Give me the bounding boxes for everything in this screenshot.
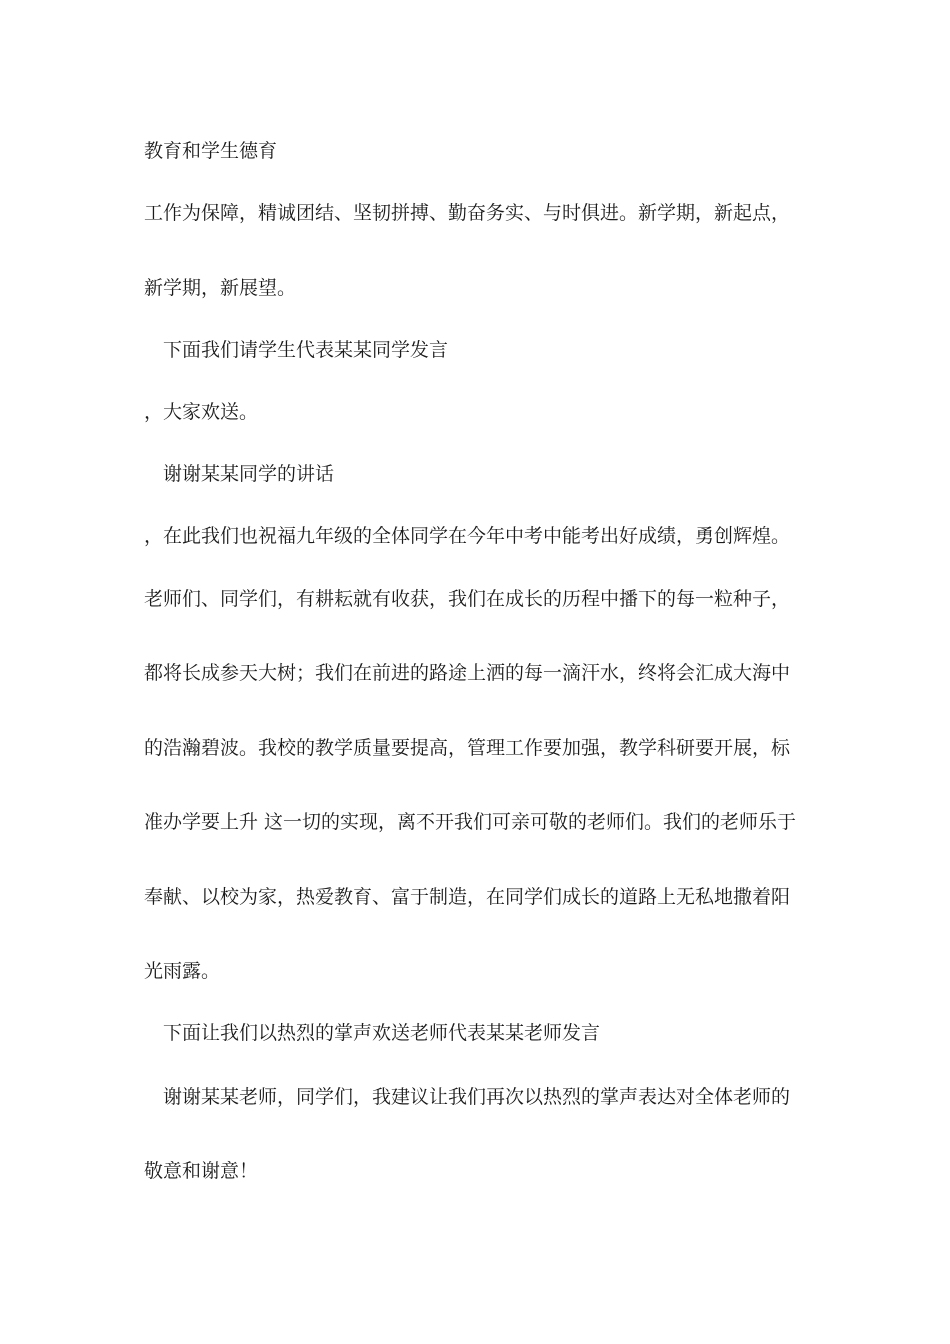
text-line: 工作为保障，精诚团结、坚韧拼搏、勤奋务实、与时俱进。新学期，新起点， xyxy=(144,202,791,224)
text-line: 新学期，新展望。 xyxy=(144,277,297,299)
text-line: 敬意和谢意！ xyxy=(144,1160,259,1182)
text-line: 谢谢某某同学的讲话 xyxy=(144,463,335,485)
text-line: 老师们、同学们，有耕耘就有收获，我们在成长的历程中播下的每一粒种子， xyxy=(144,588,791,610)
text-line: 都将长成参天大树；我们在前进的路途上洒的每一滴汗水，终将会汇成大海中 xyxy=(144,662,791,684)
text-line: 下面我们请学生代表某某同学发言 xyxy=(144,339,449,361)
text-line: 谢谢某某老师，同学们，我建议让我们再次以热烈的掌声表达对全体老师的 xyxy=(144,1086,791,1108)
text-line: 光雨露。 xyxy=(144,960,221,982)
text-line: 奉献、以校为家，热爱教育、富于制造，在同学们成长的道路上无私地撒着阳 xyxy=(144,886,791,908)
text-line: 准办学要上升 这一切的实现，离不开我们可亲可敬的老师们。我们的老师乐于 xyxy=(144,811,797,833)
text-line: 教育和学生德育 xyxy=(144,140,278,162)
text-line: ，在此我们也祝福九年级的全体同学在今年中考中能考出好成绩，勇创辉煌。 xyxy=(144,525,791,547)
text-line: 的浩瀚碧波。我校的教学质量要提高，管理工作要加强，教学科研要开展，标 xyxy=(144,737,791,759)
text-line: 下面让我们以热烈的掌声欢送老师代表某某老师发言 xyxy=(144,1022,601,1044)
text-line: ，大家欢送。 xyxy=(144,401,259,423)
